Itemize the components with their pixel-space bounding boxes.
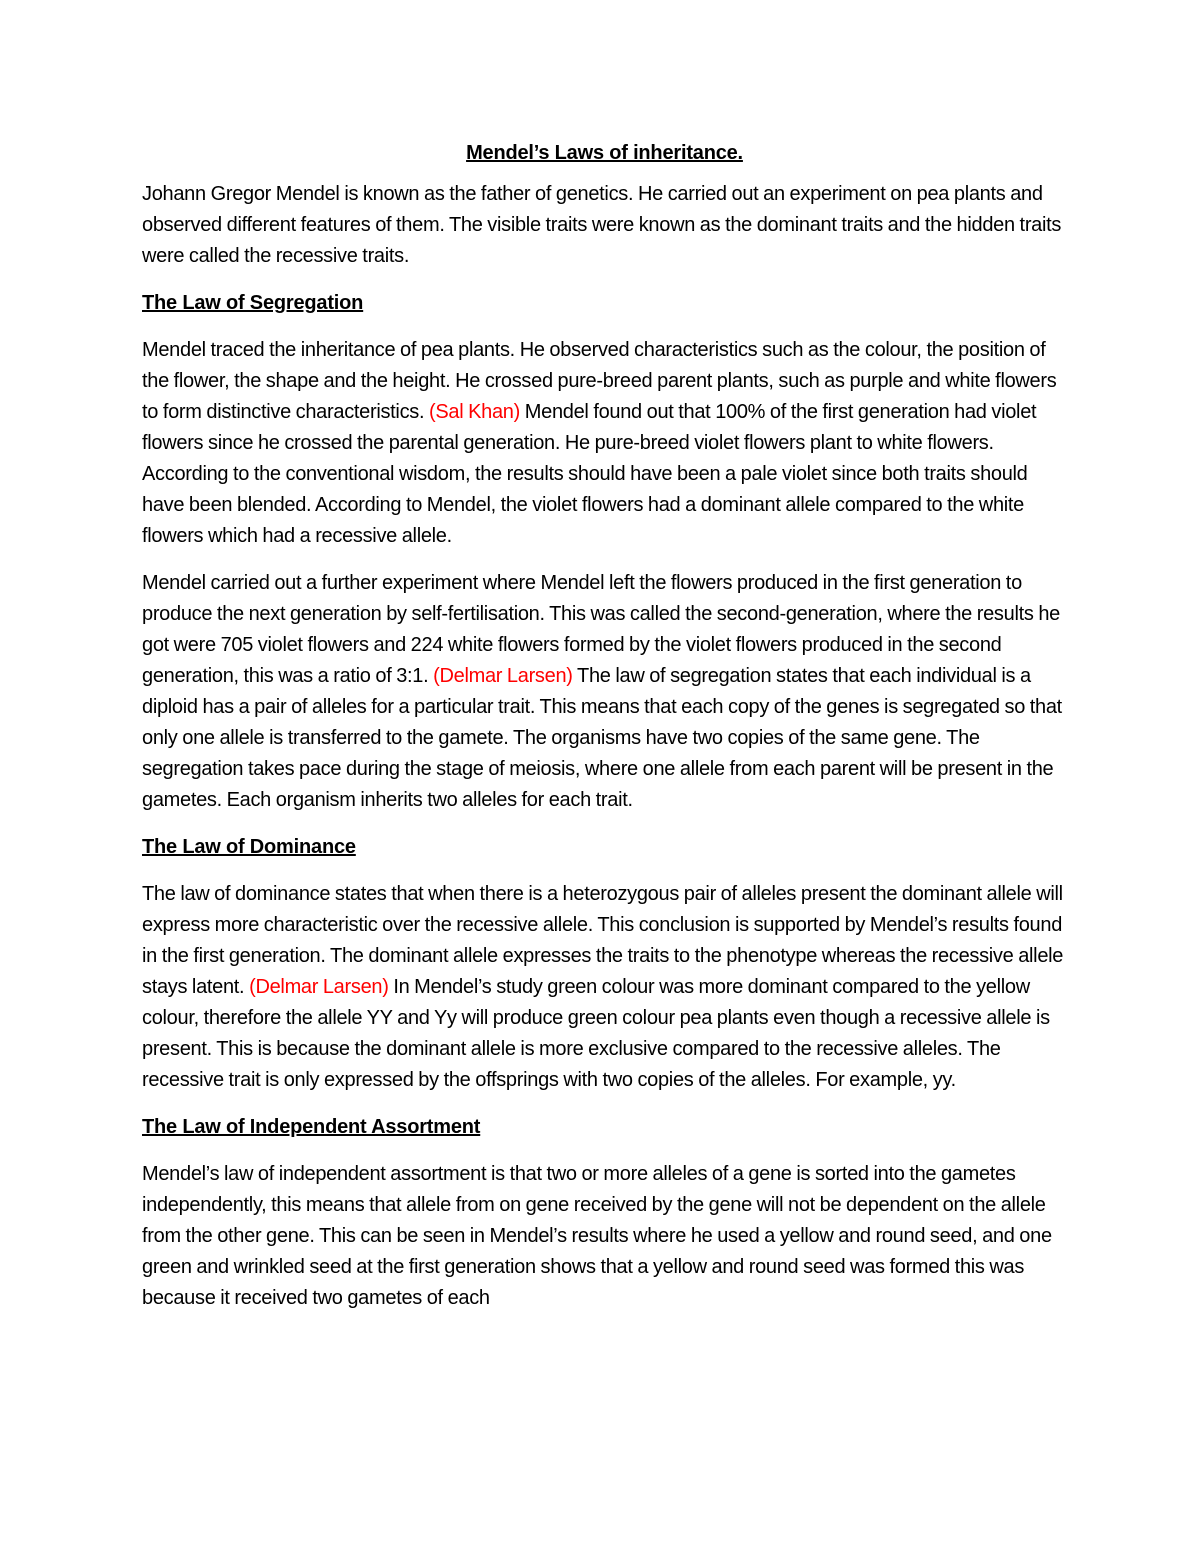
heading-law-of-independent-assortment: The Law of Independent Assortment <box>142 1116 481 1138</box>
segregation-paragraph-2 <box>142 568 1067 816</box>
paragraph-text: Mendel carried out a further experiment where Mendel left the flowers produced in the first generation to produce the next generation by self-fertilisation. This was called the second-generation, where the results he got were 705 violet flowers and 224 white flowers formed by the violet flowers produced in the second generation, this was a ratio of 3:1. <box>142 572 1060 687</box>
document-title: Mendel’s Laws of inheritance. <box>466 142 743 164</box>
citation-delmar-larsen: (Delmar Larsen) <box>249 976 389 998</box>
document-page <box>142 138 1067 1330</box>
citation-sal-khan: (Sal Khan) <box>429 401 520 423</box>
heading-law-of-dominance: The Law of Dominance <box>142 836 356 858</box>
paragraph-text: In Mendel’s study green colour was more dominant compared to the yellow colour, therefore the allele YY and Yy will produce green colour pea plants even though a recessive allele is present. This is because the dominant allele is more exclusive compared to the recessive alleles. The recessive trait is only expressed by the offsprings with two copies of the alleles. For example, yy. <box>142 976 1050 1091</box>
dominance-paragraph-1 <box>142 879 1067 1096</box>
independent-paragraph-1: Mendel’s law of independent assortment is that two or more alleles of a gene is sorted into the gametes independently, this means that allele from on gene received by the gene will not be dependent on the allele from the other gene. This can be seen in Mendel’s results where he used a yellow and round seed, and one green and wrinkled seed at the first generation shows that a yellow and round seed was formed this was because it received two gametes of each <box>142 1163 1052 1309</box>
paragraph-text: Mendel found out that 100% of the first generation had violet flowers since he crossed the parental generation. He pure-breed violet flowers plant to white flowers. According to the conventional wisdom, the results should have been a pale violet since both traits should have been blended. According to Mendel, the violet flowers had a dominant allele compared to the white flowers which had a recessive allele. <box>142 401 1037 547</box>
heading-law-of-segregation: The Law of Segregation <box>142 292 364 314</box>
intro-paragraph: Johann Gregor Mendel is known as the father of genetics. He carried out an experiment on pea plants and observed different features of them. The visible traits were known as the dominant traits and the hidden traits were called the recessive traits. <box>142 183 1062 267</box>
segregation-paragraph-1 <box>142 335 1067 552</box>
paragraph-text: Mendel traced the inheritance of pea plants. He observed characteristics such as the colour, the position of the flower, the shape and the height. He crossed pure-breed parent plants, such as purple and white flowers to form distinctive characteristics. <box>142 339 1057 423</box>
citation-delmar-larsen: (Delmar Larsen) <box>433 665 573 687</box>
paragraph-text: The law of dominance states that when there is a heterozygous pair of alleles present the dominant allele will express more characteristic over the recessive allele. This conclusion is supported by Mendel’s results found in the first generation. The dominant allele expresses the traits to the phenotype whereas the recessive allele stays latent. <box>142 883 1064 998</box>
paragraph-text: The law of segregation states that each individual is a diploid has a pair of alleles for a particular trait. This means that each copy of the genes is segregated so that only one allele is transferred to the gamete. The organisms have two copies of the same gene. The segregation takes pace during the stage of meiosis, where one allele from each parent will be present in the gametes. Each organism inherits two alleles for each trait. <box>142 665 1062 811</box>
